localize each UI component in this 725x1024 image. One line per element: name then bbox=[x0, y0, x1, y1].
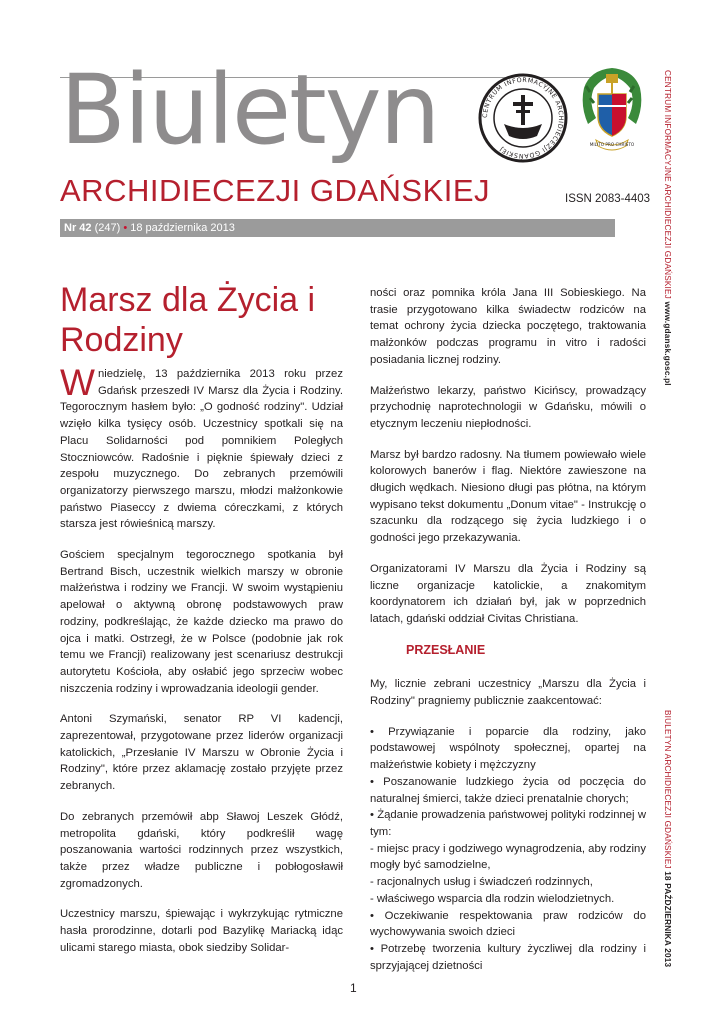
article-paragraph: Do zebranych przemówił abp Sławoj Leszek Głódź, metropolita gdański, który podkreślił wagę poszanowania wartości rodzinnych przez wszystkich, także przez władze publiczne i pobłogosławił zgromadzonych. bbox=[60, 810, 343, 890]
list-item: - racjonalnych usług i świadczeń rodzinnych, bbox=[370, 876, 593, 889]
coat-motto: MILITO PRO CHRISTO bbox=[589, 142, 635, 147]
side-centre-name: CENTRUM INFORMACYJNE ARCHIDIECEZJI GDAŃSKIEJ bbox=[663, 70, 672, 299]
page-number: 1 bbox=[350, 981, 357, 995]
issue-seq: (247) bbox=[94, 222, 121, 234]
issue-number: Nr 42 bbox=[64, 222, 92, 234]
section-intro: My, licznie zebrani uczestnicy „Marszu dla Życia i Rodziny" pragniemy publicznie zaakcentować: bbox=[370, 678, 646, 708]
side-caption-top bbox=[660, 70, 690, 386]
issn: ISSN 2083-4403 bbox=[565, 193, 651, 205]
side-issue-date: 18 PAŹDZIERNIKA 2013 bbox=[663, 871, 672, 968]
article-paragraph: Uczestnicy marszu, śpiewając i wykrzykując rytmiczne hasła prorodzinne, dotarli pod Bazylikę Mariacką idąc ulicami starego miasta, obok siedziby Solidar- bbox=[60, 908, 343, 954]
list-item: • Poszanowanie ludzkiego życia od poczęcia do naturalnej śmierci, także dzieci prenatalnie chorych; bbox=[370, 775, 646, 805]
section-heading: PRZESŁANIE bbox=[406, 642, 486, 657]
article-paragraph: Gościem specjalnym tegorocznego spotkania był Bertrand Bisch, uczestnik wielkich marszy w obronie małżeństwa i rodziny we Francji. W swoim wystąpieniu apelował o aktywną obronę podstawowych praw rodziny, podkreślając, że każde dziecko ma prawo do ojca i matki. Ostrzegł, że w Polsce (podobnie jak rok temu we Francji) realizowany jest scenariusz destrukcji autorytetu Kościoła, aby osłabić jego sprzeciw wobec niszczenia rodziny i wprowadzania ideologii gender. bbox=[60, 549, 343, 695]
side-website: www.gdansk.gosc.pl bbox=[663, 301, 672, 386]
article-paragraph: Małżeństwo lekarzy, państwo Kicińscy, prowadzący przychodnię naprotechnologii w Gdańsku, mówili o etycznym leczeniu niepłodności. bbox=[370, 384, 646, 430]
article-headline: Marsz dla Życia i Rodziny bbox=[60, 281, 316, 359]
issue-date: 18 października 2013 bbox=[130, 222, 235, 234]
article-paragraph: Marsz był bardzo radosny. Na tłumem powiewało wiele kolorowych banerów i flag. Niektóre zawieszone na długich wędkach. Niesiono długi pas płótna, na którym wypisano tekst dokumentu „Donum vitae" - Instrukcję o szacunku dla rodzącego się życia ludzkiego i o godności jego przekazywania. bbox=[370, 448, 646, 545]
issue-separator: • bbox=[123, 222, 128, 234]
information-centre-seal-logo bbox=[477, 72, 569, 164]
archbishop-coat-of-arms bbox=[576, 66, 648, 154]
article-left-column bbox=[60, 362, 343, 971]
list-item: • Żądanie prowadzenia państwowej polityki rodzinnej w tym: bbox=[370, 809, 646, 838]
masthead-title: Biuletyn bbox=[60, 54, 439, 166]
article-paragraph bbox=[60, 362, 343, 533]
lead-text: niedzielę, 13 października 2013 roku przez Gdańsk przeszedł IV Marsz dla Życia i Rodziny. Tegorocznym hasłem było: „O godność rodziny". Udział wzięło kilka tysięcy osób. Uczestnicy spotkali się na Placu Solidarności pod pomnikiem Poległych Stoczniowców. Radośnie i pięknie śpiewały dzieci z zespołu muzycznego. Do zebranych przemówili organizatorzy pierwszego marszu, młodzi małżonkowie państwo Piaseccy z dwiema córeczkami, z których starsza jest rówieśnicą marszy. bbox=[60, 368, 343, 531]
message-list bbox=[370, 724, 646, 975]
list-item: - właściwego wsparcia dla rodzin wielodzietnych. bbox=[370, 892, 615, 905]
list-item: • Potrzebę tworzenia kultury życzliwej dla rodziny i sprzyjającej dzietności bbox=[370, 942, 646, 972]
drop-cap: W bbox=[60, 362, 95, 403]
seal-text: CENTRUM INFORMACYJNE ARCHIDIECEZJI GDAŃSKIEJ bbox=[481, 76, 565, 160]
article-paragraph: Organizatorami IV Marszu dla Życia i Rodziny są liczne organizacje katolickie, a znakomitym koordynatorem ich działań był, jak w poprzednich latach, gdański oddział Civitas Christiana. bbox=[370, 562, 646, 625]
list-item: • Przywiązanie i poparcie dla rodziny, jako podstawowej wspólnoty społecznej, opartej na małżeństwie kobiety i mężczyzny bbox=[370, 725, 646, 772]
issue-info bbox=[64, 220, 235, 236]
side-bulletin-name: BIULETYN ARCHIDIECEZJI GDAŃSKIEJ bbox=[663, 710, 672, 869]
side-caption-bottom bbox=[660, 710, 690, 980]
article-paragraph: ności oraz pomnika króla Jana III Sobieskiego. Na trasie przygotowano kilka świadectw rodziców na temat ochrony życia dziecka poczętego, traktowania małżonków podczas programu in vitro i radości posiadania licznej rodziny. bbox=[370, 287, 646, 366]
article-paragraph: Antoni Szymański, senator RP VI kadencji, zaprezentował, przygotowane przez liderów organizacji katolickich, „Przesłanie IV Marszu w Obronie Życia i Rodziny", które przez aklamację zostało przyjęte przez zebranych. bbox=[60, 713, 343, 793]
article-right-column bbox=[370, 285, 646, 974]
masthead-subtitle: ARCHIDIECEZJI GDAŃSKIEJ bbox=[60, 173, 491, 208]
list-item: • Oczekiwanie respektowania praw rodziców do wychowywania swoich dzieci bbox=[370, 909, 646, 939]
list-item: - miejsc pracy i godziwego wynagrodzenia, aby rodziny mogły być samodzielne, bbox=[370, 842, 646, 872]
